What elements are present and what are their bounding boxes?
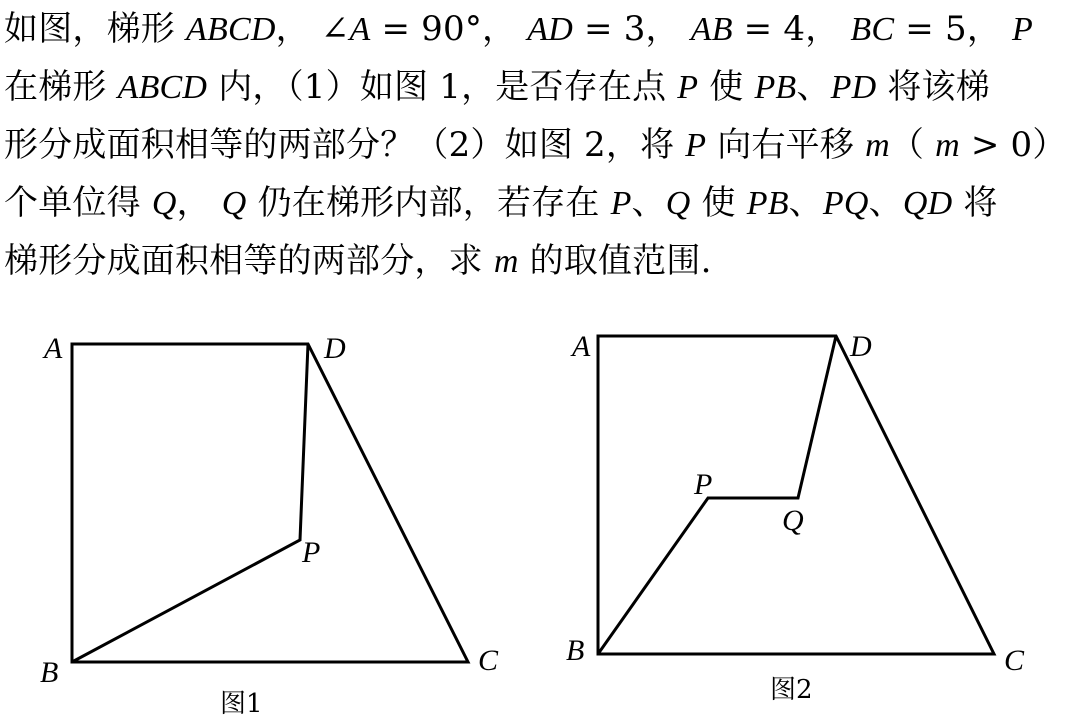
text-run: 、 [631, 183, 666, 223]
text-run: = 90°， [370, 9, 528, 49]
label-p-fig2: P [694, 468, 713, 501]
text-run: 向右平移 [706, 125, 866, 165]
text-run: 使 [698, 67, 755, 107]
math-variable: AB [690, 11, 733, 48]
text-run: 形分成面积相等的两部分？（2）如图 2，将 [4, 125, 686, 165]
math-variable: P [610, 185, 632, 222]
text-run: 将该梯 [876, 67, 990, 107]
text-run: 在梯形 [4, 67, 118, 107]
label-d-fig1: D [324, 332, 346, 365]
text-run: 的取值范围. [518, 241, 712, 281]
figure-2-svg [540, 300, 1080, 721]
text-run: （ [889, 125, 936, 165]
text-run: 如图，梯形 [4, 9, 187, 49]
math-variable: PD [830, 69, 877, 106]
math-variable: P [685, 127, 707, 164]
text-run: 个单位得 [4, 183, 152, 223]
problem-line-2 [4, 58, 1076, 116]
math-variable: A [349, 11, 371, 48]
math-variable: PQ [822, 185, 869, 222]
label-a-fig1: A [44, 332, 63, 365]
label-b-fig1: B [40, 656, 59, 689]
math-variable: PB [754, 69, 797, 106]
text-run: 、 [868, 183, 903, 223]
text-run: 仍在梯形内部，若存在 [246, 183, 611, 223]
text-run: 将 [952, 183, 998, 223]
text-run: 梯形分成面积相等的两部分，求 [4, 241, 494, 281]
text-run: = 4， [732, 9, 851, 49]
label-d-fig2: D [850, 330, 872, 363]
figure-1 [0, 300, 540, 721]
label-q-fig2: Q [782, 504, 804, 537]
figure-1-caption: 图1 [220, 689, 263, 719]
math-variable: ABCD [117, 69, 208, 106]
problem-line-5 [4, 232, 1076, 290]
math-variable: QD [902, 185, 953, 222]
text-run: 使 [690, 183, 747, 223]
figure-1-svg [0, 300, 540, 721]
figure-2 [540, 300, 1080, 721]
figure-2-caption: 图2 [770, 675, 813, 705]
text-run: 内，（1）如图 1，是否存在点 [207, 67, 678, 107]
label-a-fig2: A [572, 330, 591, 363]
segment-bp-pd-fig1 [72, 344, 308, 662]
math-variable: Q [151, 185, 177, 222]
math-variable: m [865, 127, 890, 164]
math-variable: m [493, 243, 519, 280]
trapezoid-abcd-fig1 [72, 344, 468, 662]
segment-bp-pq-qd-fig2 [598, 336, 836, 654]
problem-line-3 [4, 116, 1076, 174]
math-variable: AD [527, 11, 573, 48]
text-run: 、 [788, 183, 823, 223]
label-p-fig1: P [302, 536, 321, 569]
text-run: = 3， [572, 9, 691, 49]
label-c-fig2: C [1004, 644, 1025, 677]
trapezoid-abcd-fig2 [598, 336, 994, 654]
text-run: 、 [796, 67, 831, 107]
math-variable: P [1012, 11, 1033, 48]
math-variable: Q [665, 185, 691, 222]
problem-statement [4, 0, 1076, 290]
text-run: = 5， [894, 9, 1013, 49]
text-run: ， ∠ [275, 9, 350, 49]
text-run: ， [176, 183, 222, 223]
label-c-fig1: C [478, 644, 499, 677]
math-variable: m [935, 127, 960, 164]
math-variable: ABCD [186, 11, 276, 48]
math-variable: Q [221, 185, 247, 222]
text-run: > 0） [959, 125, 1067, 165]
label-b-fig2: B [566, 634, 585, 667]
problem-line-1 [4, 0, 1076, 58]
math-variable: P [677, 69, 699, 106]
problem-line-4 [4, 174, 1076, 232]
math-variable: BC [850, 11, 895, 48]
math-variable: PB [746, 185, 789, 222]
